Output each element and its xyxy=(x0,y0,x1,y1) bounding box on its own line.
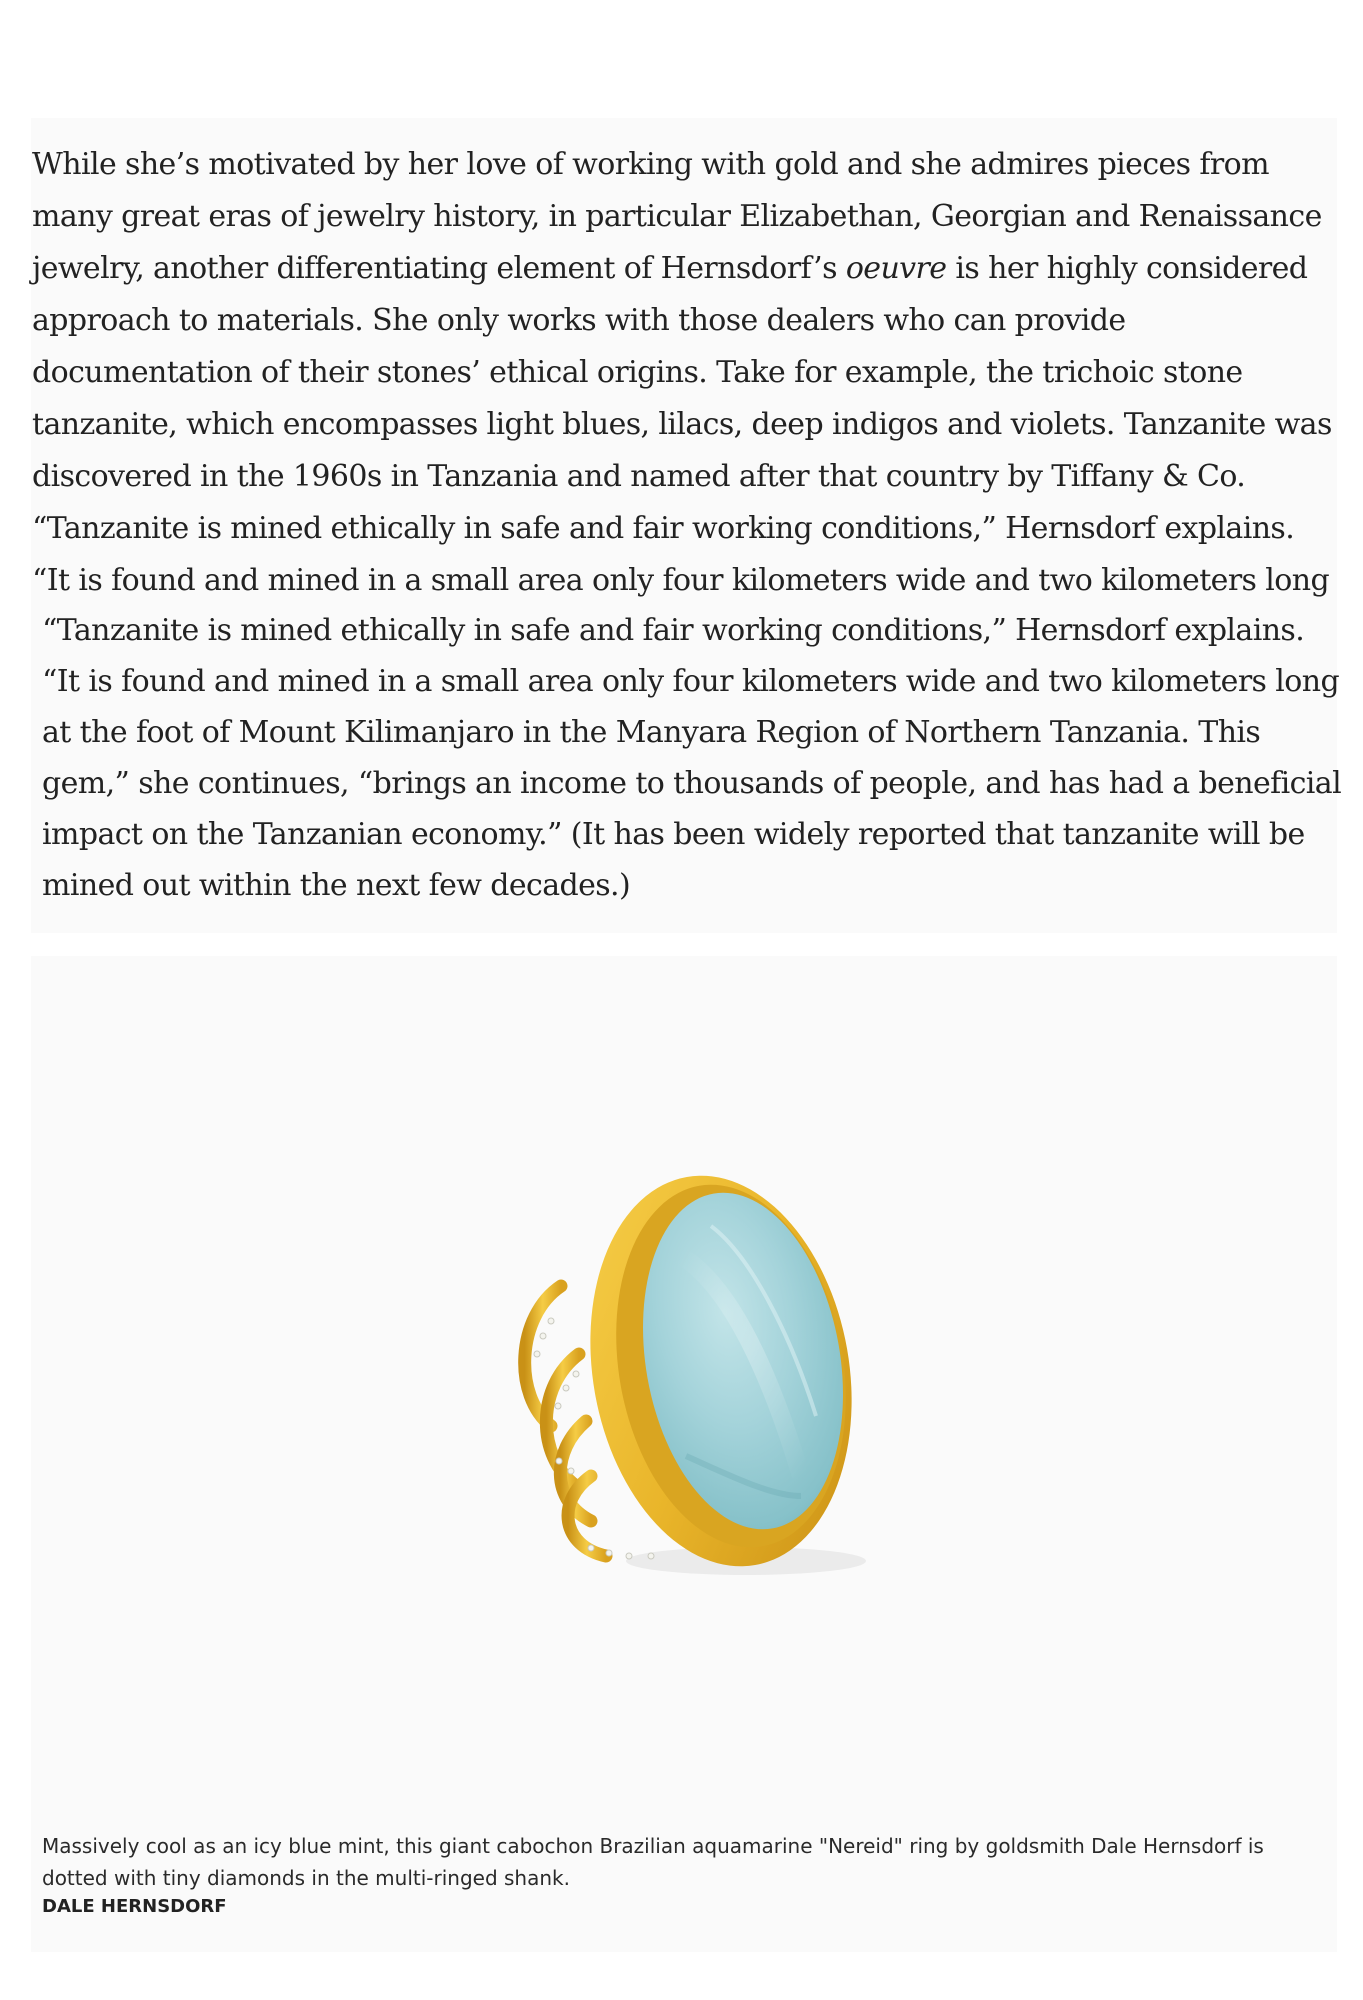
paragraph-line: While she’s motivated by her love of working with gold and she admires pieces from xyxy=(32,147,1269,182)
paragraph-line: approach to materials. She only works with those dealers who can provide xyxy=(32,303,1126,338)
figure-caption: Massively cool as an icy blue mint, this giant cabochon Brazilian aquamarine "Nereid" ring by goldsmith Dale Hernsdorf is dotted with tiny diamonds in the multi-ringed shank. xyxy=(42,1834,1264,1890)
aquamarine-ring-photo xyxy=(31,956,1337,1804)
paragraph-line: “Tanzanite is mined ethically in safe and fair working conditions,” Hernsdorf explains. xyxy=(32,511,1295,546)
paragraph-line: many great eras of jewelry history, in particular Elizabethan, Georgian and Renaissance xyxy=(32,199,1322,234)
paragraph-line: discovered in the 1960s in Tanzania and named after that country by Tiffany & Co. xyxy=(32,459,1246,494)
paragraph-line xyxy=(32,243,1332,295)
photo-credit: DALE HERNSDORF xyxy=(42,1896,227,1917)
paragraph-line: “It is found and mined in a small area only four kilometers wide and two kilometers long xyxy=(32,563,1330,598)
paragraph-line-tail: is her highly considered xyxy=(946,251,1308,286)
article-paragraph-2 xyxy=(42,605,1341,911)
paragraph-line: gem,” she continues, “brings an income to thousands of people, and has had a beneficial xyxy=(42,766,1342,801)
paragraph-line: documentation of their stones’ ethical origins. Take for example, the trichoic stone xyxy=(32,355,1243,390)
paragraph-line: “Tanzanite is mined ethically in safe and fair working conditions,” Hernsdorf explains. xyxy=(42,613,1305,648)
paragraph-line: mined out within the next few decades.) xyxy=(42,868,631,903)
paragraph-line: tanzanite, which encompasses light blues, lilacs, deep indigos and violets. Tanzanite was xyxy=(32,407,1332,442)
paragraph-line: at the foot of Mount Kilimanjaro in the Manyara Region of Northern Tanzania. This xyxy=(42,715,1261,750)
paragraph-line: “It is found and mined in a small area only four kilometers wide and two kilometers long xyxy=(42,664,1340,699)
paragraph-line: impact on the Tanzanian economy.” (It has been widely reported that tanzanite will be xyxy=(42,817,1305,852)
italic-word: oeuvre xyxy=(845,251,947,286)
article-paragraph-1 xyxy=(32,139,1332,607)
paragraph-line-text: jewelry, another differentiating element of Hernsdorf’s xyxy=(32,251,846,286)
